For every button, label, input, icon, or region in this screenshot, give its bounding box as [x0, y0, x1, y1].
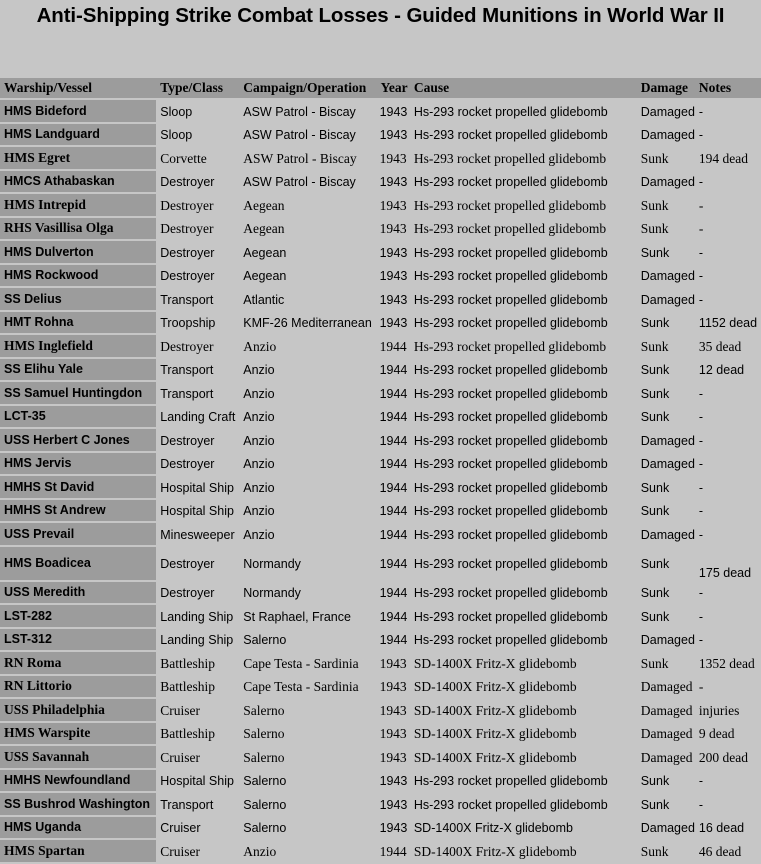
- table-cell-notes: -: [695, 523, 761, 547]
- table-cell-vessel: HMT Rohna: [0, 312, 156, 336]
- table-cell-cause: SD-1400X Fritz-X glidebomb: [410, 746, 637, 770]
- table-cell-vessel: HMS Intrepid: [0, 194, 156, 218]
- table-cell-year: 1943: [377, 171, 410, 195]
- table-cell-type: Destroyer: [156, 453, 239, 477]
- table-cell-type: Destroyer: [156, 547, 239, 582]
- table-cell-notes: -: [695, 100, 761, 124]
- table-cell-campaign: St Raphael, France: [239, 605, 376, 629]
- table-row: [0, 171, 761, 195]
- table-cell-year: 1944: [377, 629, 410, 653]
- table-cell-damage: Sunk: [637, 793, 695, 817]
- table-cell-cause: Hs-293 rocket propelled glidebomb: [410, 793, 637, 817]
- table-cell-notes: -: [695, 241, 761, 265]
- table-cell-year: 1943: [377, 124, 410, 148]
- table-cell-cause: SD-1400X Fritz-X glidebomb: [410, 652, 637, 676]
- table-cell-year: 1943: [377, 746, 410, 770]
- table-cell-year: 1944: [377, 523, 410, 547]
- table-cell-year: 1943: [377, 699, 410, 723]
- table-cell-type: Landing Craft: [156, 406, 239, 430]
- table-cell-notes: -: [695, 476, 761, 500]
- table-cell-year: 1943: [377, 288, 410, 312]
- table-cell-notes: -: [695, 124, 761, 148]
- table-cell-vessel: SS Samuel Huntingdon: [0, 382, 156, 406]
- table-cell-cause: Hs-293 rocket propelled glidebomb: [410, 288, 637, 312]
- table-cell-damage: Sunk: [637, 241, 695, 265]
- table-cell-notes: 16 dead: [695, 817, 761, 841]
- table-cell-cause: Hs-293 rocket propelled glidebomb: [410, 500, 637, 524]
- table-cell-vessel: USS Herbert C Jones: [0, 429, 156, 453]
- table-cell-vessel: HMS Rockwood: [0, 265, 156, 289]
- table-cell-year: 1943: [377, 147, 410, 171]
- table-cell-vessel: HMHS St David: [0, 476, 156, 500]
- table-cell-year: 1943: [377, 312, 410, 336]
- table-cell-campaign: Aegean: [239, 241, 376, 265]
- table-cell-vessel: USS Prevail: [0, 523, 156, 547]
- table-cell-campaign: Anzio: [239, 840, 376, 864]
- table-cell-damage: Sunk: [637, 382, 695, 406]
- table-cell-campaign: KMF-26 Mediterranean: [239, 312, 376, 336]
- table-cell-notes: -: [695, 770, 761, 794]
- table-cell-notes: 9 dead: [695, 723, 761, 747]
- table-cell-cause: Hs-293 rocket propelled glidebomb: [410, 241, 637, 265]
- table-row: [0, 547, 761, 582]
- table-cell-cause: Hs-293 rocket propelled glidebomb: [410, 453, 637, 477]
- table-cell-campaign: Atlantic: [239, 288, 376, 312]
- table-cell-notes: -: [695, 793, 761, 817]
- table-cell-year: 1943: [377, 194, 410, 218]
- table-cell-vessel: LST-282: [0, 605, 156, 629]
- table-cell-damage: Damaged: [637, 265, 695, 289]
- table-cell-year: 1943: [377, 100, 410, 124]
- table-row: [0, 793, 761, 817]
- table-cell-campaign: Salerno: [239, 793, 376, 817]
- table-cell-damage: Sunk: [637, 840, 695, 864]
- table-row: [0, 770, 761, 794]
- table-cell-type: Transport: [156, 359, 239, 383]
- table-cell-campaign: Cape Testa - Sardinia: [239, 676, 376, 700]
- table-cell-notes: -: [695, 500, 761, 524]
- table-cell-vessel: RN Roma: [0, 652, 156, 676]
- table-cell-cause: Hs-293 rocket propelled glidebomb: [410, 335, 637, 359]
- table-cell-vessel: HMCS Athabaskan: [0, 171, 156, 195]
- table-cell-type: Cruiser: [156, 840, 239, 864]
- table-cell-damage: Sunk: [637, 582, 695, 606]
- table-cell-campaign: Aegean: [239, 194, 376, 218]
- table-row: [0, 817, 761, 841]
- table-cell-notes: -: [695, 218, 761, 242]
- col-header-type: Type/Class: [156, 78, 239, 100]
- table-cell-type: Corvette: [156, 147, 239, 171]
- table-cell-type: Troopship: [156, 312, 239, 336]
- table-cell-year: 1944: [377, 840, 410, 864]
- table-cell-campaign: ASW Patrol - Biscay: [239, 124, 376, 148]
- table-cell-damage: Damaged: [637, 429, 695, 453]
- table-cell-notes: 175 dead: [695, 547, 761, 582]
- table-cell-year: 1943: [377, 793, 410, 817]
- table-cell-campaign: ASW Patrol - Biscay: [239, 100, 376, 124]
- table-cell-type: Sloop: [156, 124, 239, 148]
- table-cell-damage: Sunk: [637, 335, 695, 359]
- table-row: [0, 746, 761, 770]
- table-cell-type: Transport: [156, 288, 239, 312]
- table-cell-damage: Damaged: [637, 288, 695, 312]
- combat-losses-table: [0, 78, 761, 864]
- table-row: [0, 605, 761, 629]
- table-cell-cause: SD-1400X Fritz-X glidebomb: [410, 817, 637, 841]
- table-cell-type: Landing Ship: [156, 629, 239, 653]
- table-cell-damage: Sunk: [637, 312, 695, 336]
- table-cell-campaign: Anzio: [239, 500, 376, 524]
- table-row: [0, 500, 761, 524]
- table-cell-vessel: HMS Egret: [0, 147, 156, 171]
- table-row: [0, 312, 761, 336]
- table-cell-notes: -: [695, 406, 761, 430]
- table-cell-campaign: Normandy: [239, 582, 376, 606]
- table-cell-notes: 1352 dead: [695, 652, 761, 676]
- table-row: [0, 218, 761, 242]
- table-cell-cause: Hs-293 rocket propelled glidebomb: [410, 124, 637, 148]
- table-cell-notes: -: [695, 605, 761, 629]
- table-cell-cause: Hs-293 rocket propelled glidebomb: [410, 523, 637, 547]
- table-cell-cause: Hs-293 rocket propelled glidebomb: [410, 218, 637, 242]
- col-header-damage: Damage: [637, 78, 695, 100]
- table-cell-cause: Hs-293 rocket propelled glidebomb: [410, 770, 637, 794]
- table-cell-damage: Damaged: [637, 699, 695, 723]
- table-cell-campaign: Normandy: [239, 547, 376, 582]
- table-cell-year: 1944: [377, 429, 410, 453]
- table-header-row: [0, 78, 761, 100]
- table-cell-campaign: Anzio: [239, 382, 376, 406]
- table-cell-cause: Hs-293 rocket propelled glidebomb: [410, 406, 637, 430]
- table-cell-notes: 46 dead: [695, 840, 761, 864]
- table-cell-year: 1944: [377, 335, 410, 359]
- table-cell-campaign: Aegean: [239, 265, 376, 289]
- table-cell-notes: -: [695, 629, 761, 653]
- table-cell-cause: Hs-293 rocket propelled glidebomb: [410, 429, 637, 453]
- table-row: [0, 359, 761, 383]
- table-cell-type: Minesweeper: [156, 523, 239, 547]
- table-cell-year: 1943: [377, 770, 410, 794]
- table-cell-damage: Damaged: [637, 523, 695, 547]
- table-cell-vessel: HMS Spartan: [0, 840, 156, 864]
- table-row: [0, 523, 761, 547]
- table-cell-vessel: HMS Jervis: [0, 453, 156, 477]
- table-cell-damage: Damaged: [637, 171, 695, 195]
- table-cell-cause: Hs-293 rocket propelled glidebomb: [410, 547, 637, 582]
- table-cell-vessel: HMS Uganda: [0, 817, 156, 841]
- table-cell-cause: Hs-293 rocket propelled glidebomb: [410, 382, 637, 406]
- table-cell-damage: Sunk: [637, 770, 695, 794]
- table-cell-year: 1944: [377, 382, 410, 406]
- table-cell-type: Hospital Ship: [156, 476, 239, 500]
- table-cell-notes: injuries: [695, 699, 761, 723]
- table-cell-year: 1943: [377, 265, 410, 289]
- table-cell-cause: Hs-293 rocket propelled glidebomb: [410, 312, 637, 336]
- table-cell-cause: SD-1400X Fritz-X glidebomb: [410, 840, 637, 864]
- table-cell-type: Destroyer: [156, 241, 239, 265]
- table-cell-notes: -: [695, 429, 761, 453]
- table-cell-cause: Hs-293 rocket propelled glidebomb: [410, 194, 637, 218]
- table-cell-vessel: SS Elihu Yale: [0, 359, 156, 383]
- table-cell-campaign: Cape Testa - Sardinia: [239, 652, 376, 676]
- table-cell-damage: Damaged: [637, 124, 695, 148]
- table-cell-cause: SD-1400X Fritz-X glidebomb: [410, 699, 637, 723]
- table-cell-damage: Damaged: [637, 100, 695, 124]
- table-row: [0, 699, 761, 723]
- table-cell-vessel: RN Littorio: [0, 676, 156, 700]
- table-cell-cause: Hs-293 rocket propelled glidebomb: [410, 605, 637, 629]
- table-cell-damage: Sunk: [637, 476, 695, 500]
- table-cell-type: Battleship: [156, 723, 239, 747]
- table-row: [0, 288, 761, 312]
- table-row: [0, 652, 761, 676]
- table-cell-campaign: ASW Patrol - Biscay: [239, 171, 376, 195]
- table-cell-campaign: Salerno: [239, 629, 376, 653]
- table-cell-damage: Damaged: [637, 676, 695, 700]
- table-cell-cause: Hs-293 rocket propelled glidebomb: [410, 265, 637, 289]
- table-cell-cause: Hs-293 rocket propelled glidebomb: [410, 171, 637, 195]
- table-cell-vessel: HMS Dulverton: [0, 241, 156, 265]
- table-cell-year: 1943: [377, 723, 410, 747]
- table-cell-type: Destroyer: [156, 171, 239, 195]
- table-cell-campaign: Anzio: [239, 523, 376, 547]
- table-cell-year: 1944: [377, 453, 410, 477]
- table-row: [0, 265, 761, 289]
- table-cell-campaign: Anzio: [239, 335, 376, 359]
- table-cell-notes: -: [695, 382, 761, 406]
- table-body: [0, 100, 761, 864]
- table-cell-cause: Hs-293 rocket propelled glidebomb: [410, 629, 637, 653]
- table-row: [0, 476, 761, 500]
- table-cell-campaign: Anzio: [239, 359, 376, 383]
- table-row: [0, 429, 761, 453]
- table-row: [0, 840, 761, 864]
- table-cell-type: Transport: [156, 382, 239, 406]
- table-row: [0, 147, 761, 171]
- table-cell-year: 1943: [377, 676, 410, 700]
- col-header-year: Year: [377, 78, 410, 100]
- table-cell-notes: -: [695, 676, 761, 700]
- table-cell-type: Cruiser: [156, 699, 239, 723]
- table-cell-damage: Damaged: [637, 453, 695, 477]
- table-cell-campaign: Anzio: [239, 476, 376, 500]
- table-cell-campaign: ASW Patrol - Biscay: [239, 147, 376, 171]
- table-cell-year: 1944: [377, 476, 410, 500]
- table-cell-damage: Sunk: [637, 218, 695, 242]
- table-row: [0, 453, 761, 477]
- table-cell-damage: Sunk: [637, 652, 695, 676]
- table-cell-vessel: HMHS Newfoundland: [0, 770, 156, 794]
- table-cell-type: Destroyer: [156, 335, 239, 359]
- table-cell-cause: Hs-293 rocket propelled glidebomb: [410, 476, 637, 500]
- table-cell-vessel: USS Philadelphia: [0, 699, 156, 723]
- table-cell-year: 1944: [377, 359, 410, 383]
- table-cell-vessel: HMS Bideford: [0, 100, 156, 124]
- table-cell-vessel: HMHS St Andrew: [0, 500, 156, 524]
- table-cell-notes: 35 dead: [695, 335, 761, 359]
- table-cell-type: Hospital Ship: [156, 770, 239, 794]
- table-cell-year: 1943: [377, 241, 410, 265]
- table-cell-vessel: USS Meredith: [0, 582, 156, 606]
- table-cell-type: Battleship: [156, 652, 239, 676]
- table-cell-type: Destroyer: [156, 194, 239, 218]
- col-header-cause: Cause: [410, 78, 637, 100]
- col-header-notes: Notes: [695, 78, 761, 100]
- table-cell-vessel: HMS Inglefield: [0, 335, 156, 359]
- table-cell-damage: Sunk: [637, 406, 695, 430]
- col-header-campaign: Campaign/Operation: [239, 78, 376, 100]
- table-cell-notes: 194 dead: [695, 147, 761, 171]
- table-cell-type: Hospital Ship: [156, 500, 239, 524]
- table-row: [0, 100, 761, 124]
- table-row: [0, 124, 761, 148]
- table-cell-notes: -: [695, 288, 761, 312]
- table-cell-type: Destroyer: [156, 218, 239, 242]
- table-cell-vessel: HMS Boadicea: [0, 547, 156, 582]
- table-cell-cause: SD-1400X Fritz-X glidebomb: [410, 723, 637, 747]
- table-cell-notes: 12 dead: [695, 359, 761, 383]
- table-cell-year: 1944: [377, 406, 410, 430]
- table-cell-cause: Hs-293 rocket propelled glidebomb: [410, 100, 637, 124]
- table-cell-vessel: LCT-35: [0, 406, 156, 430]
- col-header-vessel: Warship/Vessel: [0, 78, 156, 100]
- table-row: [0, 194, 761, 218]
- table-cell-campaign: Anzio: [239, 429, 376, 453]
- table-cell-vessel: HMS Warspite: [0, 723, 156, 747]
- table-cell-damage: Sunk: [637, 359, 695, 383]
- table-cell-damage: Sunk: [637, 147, 695, 171]
- table-cell-damage: Sunk: [637, 500, 695, 524]
- table-row: [0, 335, 761, 359]
- table-cell-damage: Damaged: [637, 746, 695, 770]
- table-cell-type: Landing Ship: [156, 605, 239, 629]
- table-cell-vessel: HMS Landguard: [0, 124, 156, 148]
- table-cell-year: 1944: [377, 500, 410, 524]
- table-cell-campaign: Salerno: [239, 817, 376, 841]
- table-cell-vessel: LST-312: [0, 629, 156, 653]
- table-cell-notes: -: [695, 453, 761, 477]
- table-cell-notes: -: [695, 194, 761, 218]
- table-header: [0, 78, 761, 100]
- table-cell-type: Cruiser: [156, 817, 239, 841]
- table-cell-type: Transport: [156, 793, 239, 817]
- table-cell-year: 1943: [377, 817, 410, 841]
- table-cell-year: 1944: [377, 582, 410, 606]
- table-row: [0, 406, 761, 430]
- table-cell-year: 1944: [377, 605, 410, 629]
- table-cell-vessel: SS Delius: [0, 288, 156, 312]
- table-cell-notes: -: [695, 265, 761, 289]
- table-row: [0, 241, 761, 265]
- table-row: [0, 723, 761, 747]
- table-row: [0, 582, 761, 606]
- table-cell-cause: SD-1400X Fritz-X glidebomb: [410, 676, 637, 700]
- table-cell-damage: Sunk: [637, 547, 695, 582]
- table-cell-damage: Damaged: [637, 723, 695, 747]
- table-cell-campaign: Salerno: [239, 699, 376, 723]
- table-cell-notes: 1152 dead: [695, 312, 761, 336]
- table-cell-type: Cruiser: [156, 746, 239, 770]
- table-cell-campaign: Aegean: [239, 218, 376, 242]
- table-cell-damage: Sunk: [637, 605, 695, 629]
- table-cell-type: Destroyer: [156, 429, 239, 453]
- table-cell-damage: Sunk: [637, 194, 695, 218]
- table-cell-cause: Hs-293 rocket propelled glidebomb: [410, 147, 637, 171]
- table-cell-vessel: SS Bushrod Washington: [0, 793, 156, 817]
- table-cell-damage: Damaged: [637, 817, 695, 841]
- page-title: Anti-Shipping Strike Combat Losses - Guided Munitions in World War II: [36, 4, 725, 27]
- table-cell-notes: -: [695, 171, 761, 195]
- table-cell-year: 1943: [377, 652, 410, 676]
- table-cell-type: Sloop: [156, 100, 239, 124]
- table-cell-campaign: Salerno: [239, 770, 376, 794]
- table-cell-campaign: Salerno: [239, 723, 376, 747]
- table-row: [0, 629, 761, 653]
- table-cell-type: Destroyer: [156, 265, 239, 289]
- table-cell-year: 1944: [377, 547, 410, 582]
- table-cell-campaign: Anzio: [239, 406, 376, 430]
- table-cell-cause: Hs-293 rocket propelled glidebomb: [410, 582, 637, 606]
- table-cell-campaign: Anzio: [239, 453, 376, 477]
- table-cell-vessel: RHS Vasillisa Olga: [0, 218, 156, 242]
- table-cell-type: Battleship: [156, 676, 239, 700]
- table-row: [0, 676, 761, 700]
- table-cell-type: Destroyer: [156, 582, 239, 606]
- table-cell-damage: Damaged: [637, 629, 695, 653]
- table-row: [0, 382, 761, 406]
- table-cell-year: 1943: [377, 218, 410, 242]
- table-cell-cause: Hs-293 rocket propelled glidebomb: [410, 359, 637, 383]
- table-cell-notes: 200 dead: [695, 746, 761, 770]
- table-cell-vessel: USS Savannah: [0, 746, 156, 770]
- table-cell-notes: -: [695, 582, 761, 606]
- table-cell-campaign: Salerno: [239, 746, 376, 770]
